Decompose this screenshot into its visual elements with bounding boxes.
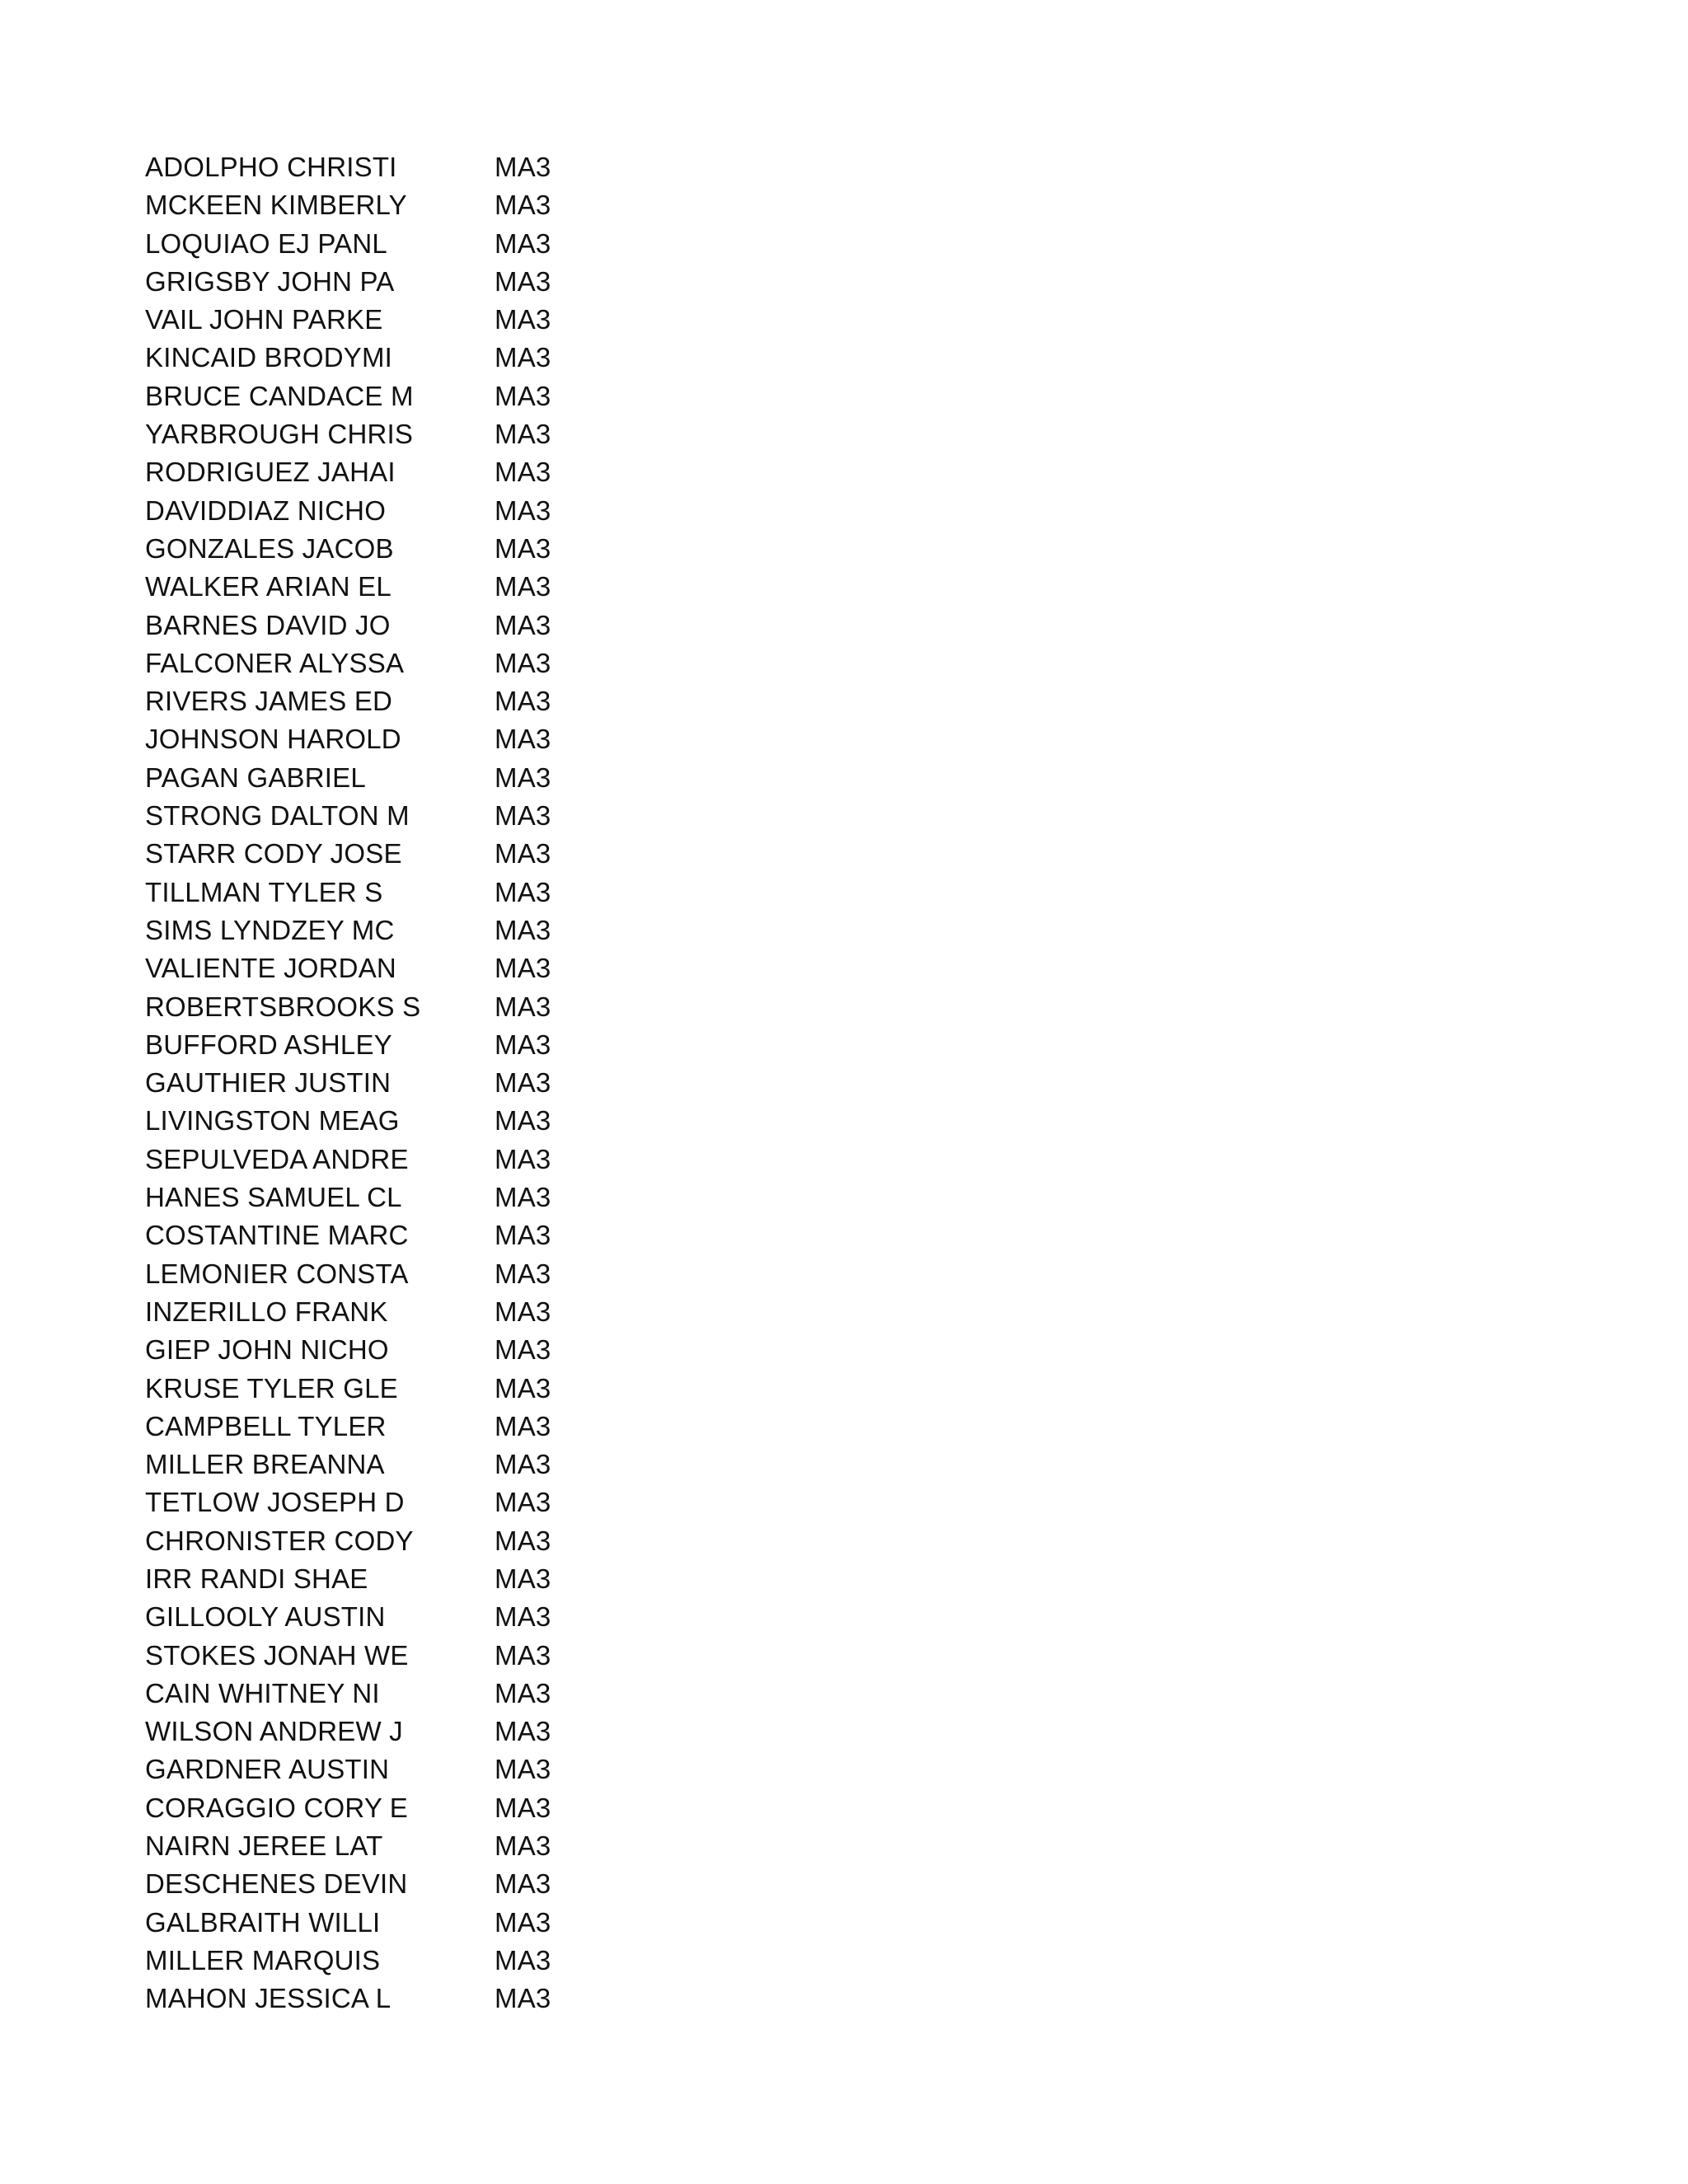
person-name: LOQUIAO EJ PANL bbox=[145, 227, 387, 259]
person-name: FALCONER ALYSSA bbox=[145, 647, 405, 678]
list-item bbox=[145, 263, 738, 301]
code-value: MA3 bbox=[495, 152, 551, 182]
list-item bbox=[145, 148, 738, 186]
person-name: VAIL JOHN PARKE bbox=[145, 304, 383, 335]
person-name: MILLER MARQUIS bbox=[145, 1944, 381, 1975]
code-value: MA3 bbox=[495, 1220, 551, 1251]
code-value: MA3 bbox=[495, 190, 551, 221]
code-value: MA3 bbox=[495, 953, 551, 984]
code-value: MA3 bbox=[495, 1716, 551, 1747]
person-name: LIVINGSTON MEAG bbox=[145, 1105, 400, 1137]
list-item bbox=[145, 1904, 738, 1942]
list-item bbox=[145, 1102, 738, 1140]
person-name: STRONG DALTON M bbox=[145, 800, 410, 832]
person-name: GILLOOLY AUSTIN bbox=[145, 1601, 386, 1633]
person-name: BRUCE CANDACE M bbox=[145, 380, 414, 411]
code-value: MA3 bbox=[495, 609, 551, 640]
code-value: MA3 bbox=[495, 1792, 551, 1823]
list-item bbox=[145, 1141, 738, 1179]
code-value: MA3 bbox=[495, 1944, 551, 1975]
person-name: WALKER ARIAN EL bbox=[145, 571, 392, 602]
person-name: GONZALES JACOB bbox=[145, 532, 394, 564]
person-name: DESCHENES DEVIN bbox=[145, 1868, 408, 1900]
list-item bbox=[145, 568, 738, 606]
person-name: RIVERS JAMES ED bbox=[145, 686, 393, 717]
person-name: BARNES DAVID JO bbox=[145, 609, 391, 640]
code-value: MA3 bbox=[495, 1067, 551, 1099]
list-item bbox=[145, 988, 738, 1026]
code-value: MA3 bbox=[495, 1449, 551, 1480]
code-value: MA3 bbox=[495, 876, 551, 907]
person-name: MCKEEN KIMBERLY bbox=[145, 190, 407, 221]
code-value: MA3 bbox=[495, 419, 551, 450]
code-value: MA3 bbox=[495, 1296, 551, 1327]
list-item bbox=[145, 912, 738, 949]
person-name: CHRONISTER CODY bbox=[145, 1525, 414, 1556]
code-value: MA3 bbox=[495, 342, 551, 373]
code-value: MA3 bbox=[495, 1105, 551, 1137]
code-value: MA3 bbox=[495, 1677, 551, 1708]
person-name: LEMONIER CONSTA bbox=[145, 1258, 409, 1289]
code-value: MA3 bbox=[495, 1868, 551, 1900]
person-name: ADOLPHO CHRISTI bbox=[145, 152, 397, 182]
person-name: HANES SAMUEL CL bbox=[145, 1182, 402, 1213]
code-value: MA3 bbox=[495, 380, 551, 411]
code-value: MA3 bbox=[495, 1830, 551, 1862]
code-value: MA3 bbox=[495, 1372, 551, 1404]
list-item bbox=[145, 949, 738, 987]
list-item bbox=[145, 1255, 738, 1293]
code-value: MA3 bbox=[495, 1983, 551, 2014]
person-name: YARBROUGH CHRIS bbox=[145, 419, 414, 450]
person-name: KRUSE TYLER GLE bbox=[145, 1372, 398, 1404]
person-name: NAIRN JEREE LAT bbox=[145, 1830, 383, 1862]
code-value: MA3 bbox=[495, 838, 551, 869]
code-value: MA3 bbox=[495, 227, 551, 259]
person-name: WILSON ANDREW J bbox=[145, 1716, 403, 1747]
code-value: MA3 bbox=[495, 991, 551, 1022]
list-item bbox=[145, 1179, 738, 1216]
list-item bbox=[145, 1331, 738, 1369]
list-item bbox=[145, 1827, 738, 1865]
person-name: STOKES JONAH WE bbox=[145, 1639, 409, 1671]
roster-list bbox=[145, 148, 738, 2018]
list-item bbox=[145, 682, 738, 720]
person-name: RODRIGUEZ JAHAI bbox=[145, 457, 396, 488]
list-item bbox=[145, 720, 738, 758]
code-value: MA3 bbox=[495, 1143, 551, 1174]
person-name: CAIN WHITNEY NI bbox=[145, 1677, 380, 1708]
person-name: STARR CODY JOSE bbox=[145, 838, 402, 869]
person-name: MAHON JESSICA L bbox=[145, 1983, 392, 2014]
code-value: MA3 bbox=[495, 800, 551, 832]
list-item bbox=[145, 759, 738, 797]
code-value: MA3 bbox=[495, 1182, 551, 1213]
person-name: DAVIDDIAZ NICHO bbox=[145, 494, 387, 526]
code-value: MA3 bbox=[495, 1258, 551, 1289]
person-name: KINCAID BRODYMI bbox=[145, 342, 393, 373]
person-name: TILLMAN TYLER S bbox=[145, 876, 383, 907]
code-value: MA3 bbox=[495, 1410, 551, 1441]
code-value: MA3 bbox=[495, 1906, 551, 1938]
list-item bbox=[145, 1713, 738, 1750]
person-name: COSTANTINE MARC bbox=[145, 1220, 409, 1251]
list-item bbox=[145, 1942, 738, 1980]
list-item bbox=[145, 835, 738, 873]
list-item bbox=[145, 1980, 738, 2018]
list-item bbox=[145, 874, 738, 912]
list-item bbox=[145, 453, 738, 491]
list-item bbox=[145, 492, 738, 530]
code-value: MA3 bbox=[495, 304, 551, 335]
person-name: MILLER BREANNA bbox=[145, 1449, 385, 1480]
list-item bbox=[145, 1370, 738, 1408]
person-name: GIEP JOHN NICHO bbox=[145, 1334, 389, 1366]
code-value: MA3 bbox=[495, 532, 551, 564]
list-item bbox=[145, 377, 738, 415]
person-name: VALIENTE JORDAN bbox=[145, 953, 396, 984]
list-item bbox=[145, 1446, 738, 1483]
list-item bbox=[145, 301, 738, 339]
list-item bbox=[145, 607, 738, 644]
code-value: MA3 bbox=[495, 1525, 551, 1556]
person-name: JOHNSON HAROLD bbox=[145, 724, 401, 755]
list-item bbox=[145, 1675, 738, 1713]
list-item bbox=[145, 1750, 738, 1788]
code-value: MA3 bbox=[495, 762, 551, 793]
code-value: MA3 bbox=[495, 1754, 551, 1785]
list-item bbox=[145, 1522, 738, 1560]
person-name: GRIGSBY JOHN PA bbox=[145, 265, 395, 297]
person-name: INZERILLO FRANK bbox=[145, 1296, 388, 1327]
person-name: GALBRAITH WILLI bbox=[145, 1906, 381, 1938]
code-value: MA3 bbox=[495, 1601, 551, 1633]
code-value: MA3 bbox=[495, 265, 551, 297]
list-item bbox=[145, 1216, 738, 1254]
list-item bbox=[145, 644, 738, 682]
person-name: PAGAN GABRIEL bbox=[145, 762, 366, 793]
person-name: SEPULVEDA ANDRE bbox=[145, 1143, 409, 1174]
person-name: GARDNER AUSTIN bbox=[145, 1754, 390, 1785]
person-name: TETLOW JOSEPH D bbox=[145, 1487, 405, 1518]
list-item bbox=[145, 1483, 738, 1521]
code-value: MA3 bbox=[495, 494, 551, 526]
code-value: MA3 bbox=[495, 457, 551, 488]
list-item bbox=[145, 1026, 738, 1064]
list-item bbox=[145, 225, 738, 263]
person-name: IRR RANDI SHAE bbox=[145, 1563, 368, 1594]
person-name: CAMPBELL TYLER bbox=[145, 1410, 387, 1441]
code-value: MA3 bbox=[495, 647, 551, 678]
person-name: GAUTHIER JUSTIN bbox=[145, 1067, 392, 1099]
code-value: MA3 bbox=[495, 914, 551, 945]
code-value: MA3 bbox=[495, 724, 551, 755]
person-name: BUFFORD ASHLEY bbox=[145, 1029, 392, 1060]
code-value: MA3 bbox=[495, 1639, 551, 1671]
list-item bbox=[145, 415, 738, 453]
list-item bbox=[145, 1789, 738, 1827]
list-item bbox=[145, 1293, 738, 1331]
list-item bbox=[145, 1598, 738, 1636]
person-name: SIMS LYNDZEY MC bbox=[145, 914, 395, 945]
list-item bbox=[145, 1064, 738, 1102]
list-item bbox=[145, 1408, 738, 1446]
code-value: MA3 bbox=[495, 1334, 551, 1366]
code-value: MA3 bbox=[495, 1487, 551, 1518]
list-item bbox=[145, 1560, 738, 1598]
list-item bbox=[145, 186, 738, 224]
code-value: MA3 bbox=[495, 686, 551, 717]
list-item bbox=[145, 1865, 738, 1903]
code-value: MA3 bbox=[495, 1029, 551, 1060]
list-item bbox=[145, 530, 738, 568]
person-name: CORAGGIO CORY E bbox=[145, 1792, 409, 1823]
list-item bbox=[145, 1637, 738, 1675]
person-name: ROBERTSBROOKS S bbox=[145, 991, 421, 1022]
list-item bbox=[145, 797, 738, 835]
code-value: MA3 bbox=[495, 1563, 551, 1594]
code-value: MA3 bbox=[495, 571, 551, 602]
list-item bbox=[145, 339, 738, 377]
